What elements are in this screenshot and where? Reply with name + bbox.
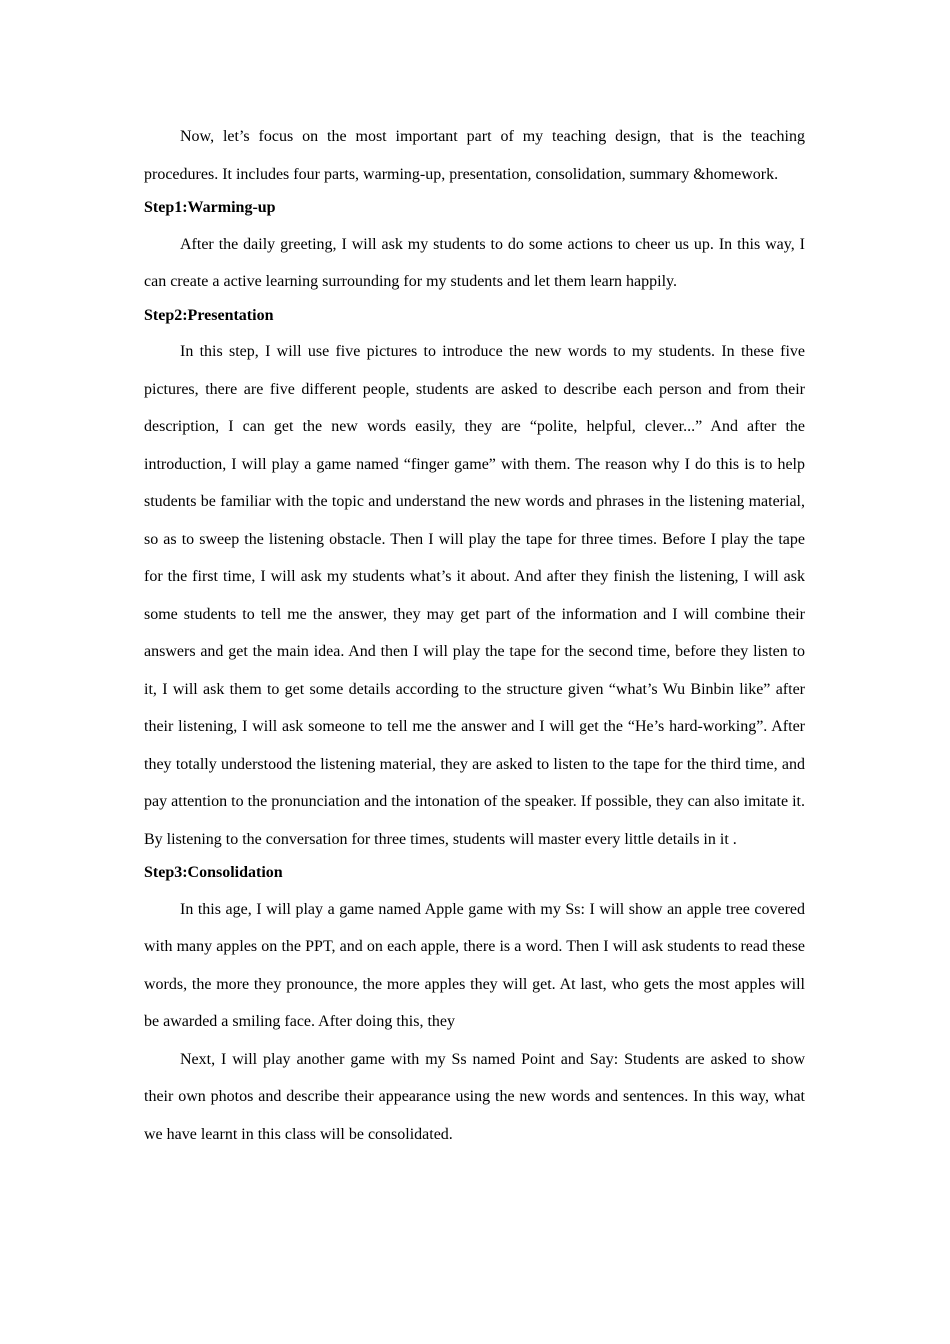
document-body (144, 118, 805, 1153)
intro-paragraph: Now, let’s focus on the most important part of my teaching design, that is the teaching procedures. It includes four parts, warming-up, presentation, consolidation, summary &homework. (144, 128, 805, 183)
step2-paragraph: In this step, I will use five pictures to introduce the new words to my students. In these five pictures, there are five different people, students are asked to describe each person and from their description, I can get the new words easily, they are “polite, helpful, clever...” And after the introduction, I will play a game named “finger game” with them. The reason why I do this is to help students be familiar with the topic and understand the new words and phrases in the listening material, so as to sweep the listening obstacle. Then I will play the tape for three times. Before I play the tape for the first time, I will ask my students what’s it about. And after they finish the listening, I will ask some students to tell me the answer, they may get part of the information and I will combine their answers and get the main idea. And then I will play the tape for the second time, before they listen to it, I will ask them to get some details according to the structure given “what’s Wu Binbin like” after their listening, I will ask someone to tell me the answer and I will get the “He’s hard-working”. After they totally understood the listening material, they are asked to listen to the tape for the third time, and pay attention to the pronunciation and the intonation of the speaker. If possible, they can also imitate it. By listening to the conversation for three times, students will master every little details in it . (144, 343, 805, 848)
step2-heading: Step2:Presentation (144, 306, 274, 324)
step1-paragraph: After the daily greeting, I will ask my students to do some actions to cheer us up. In this way, I can create a active learning surrounding for my students and let them learn happily. (144, 235, 805, 290)
step1-heading: Step1:Warming-up (144, 199, 276, 216)
step3-paragraph-point-and-say: Next, I will play another game with my Ss named Point and Say: Students are asked to show their own photos and describe their appearance using the new words and sentences. In this way, what we have learnt in this class will be consolidated. (144, 1050, 805, 1143)
step3-heading: Step3:Consolidation (144, 864, 283, 881)
step3-paragraph-apple-game: In this age, I will play a game named Apple game with my Ss: I will show an apple tree covered with many apples on the PPT, and on each apple, there is a word. Then I will ask students to read these words, the more they pronounce, the more apples they will get. At last, who gets the most apples will be awarded a smiling face. After doing this, they (144, 900, 805, 1030)
